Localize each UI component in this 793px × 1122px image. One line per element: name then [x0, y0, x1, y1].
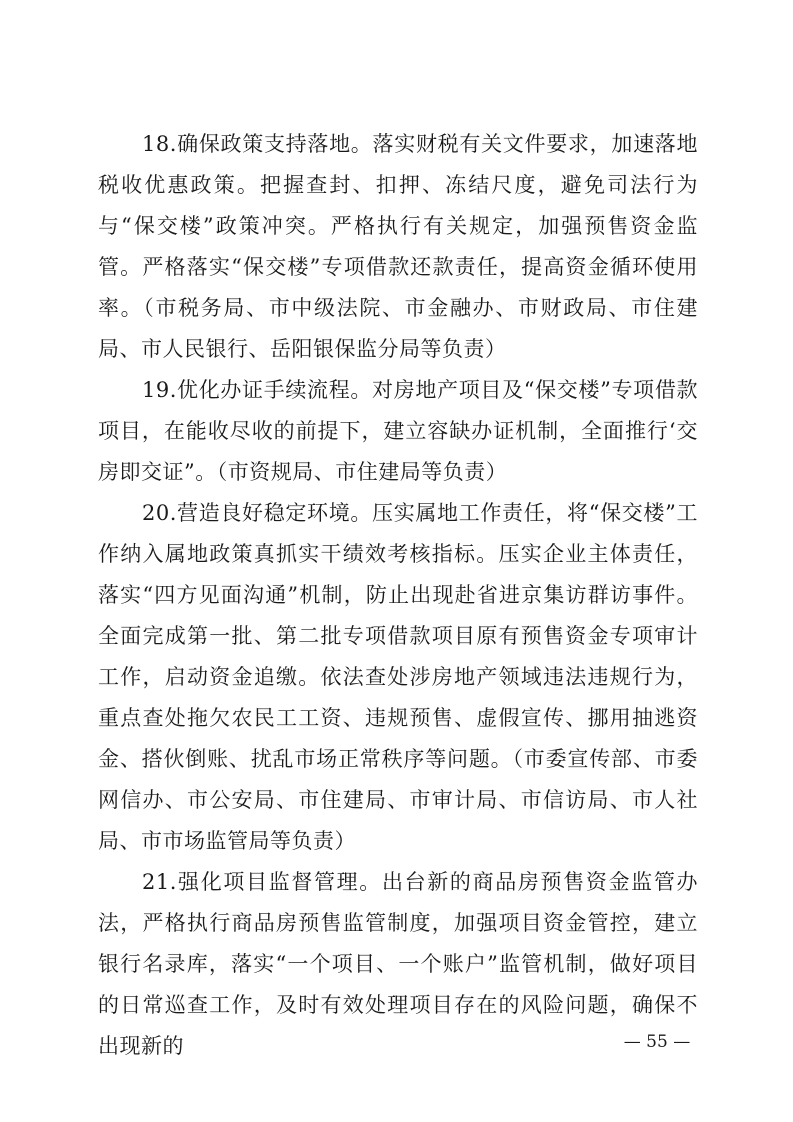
- page-number: — 55 —: [623, 1032, 691, 1052]
- body-text: [98, 124, 698, 1067]
- paragraph-18: 18.确保政策支持落地。落实财税有关文件要求，加速落地税收优惠政策。把握查封、扣押、冻结尺度，避免司法行为与“保交楼”政策冲突。严格执行有关规定，加强预售资金监管。严格落实“保交楼”专项借款还款责任，提高资金循环使用率。（市税务局、市中级法院、市金融办、市财政局、市住建局、市人民银行、岳阳银保监分局等负责）: [98, 132, 698, 361]
- paragraph-21: 21.强化项目监督管理。出台新的商品房预售资金监管办法，严格执行商品房预售监管制度，加强项目资金管控，建立银行名录库，落实“一个项目、一个账户”监管机制，做好项目的日常巡查工作，及时有效处理项目存在的风险问题，确保不出现新的: [98, 870, 698, 1058]
- paragraph-19: 19.优化办证手续流程。对房地产项目及“保交楼”专项借款项目，在能收尽收的前提下，建立容缺办证机制，全面推行‘交房即交证”。（市资规局、市住建局等负责）: [98, 378, 698, 484]
- paragraph-20: 20.营造良好稳定环境。压实属地工作责任，将“保交楼”工作纳入属地政策真抓实干绩效考核指标。压实企业主体责任，落实“四方见面沟通”机制，防止出现赴省进京集访群访事件。全面完成第一批、第二批专项借款项目原有预售资金专项审计工作，启动资金追缴。依法查处涉房地产领域违法违规行为，重点查处拖欠农民工工资、违规预售、虚假宣传、挪用抽逃资金、搭伙倒账、扰乱市场正常秩序等问题。（市委宣传部、市委网信办、市公安局、市住建局、市审计局、市信访局、市人社局、市市场监管局等负责）: [98, 501, 698, 853]
